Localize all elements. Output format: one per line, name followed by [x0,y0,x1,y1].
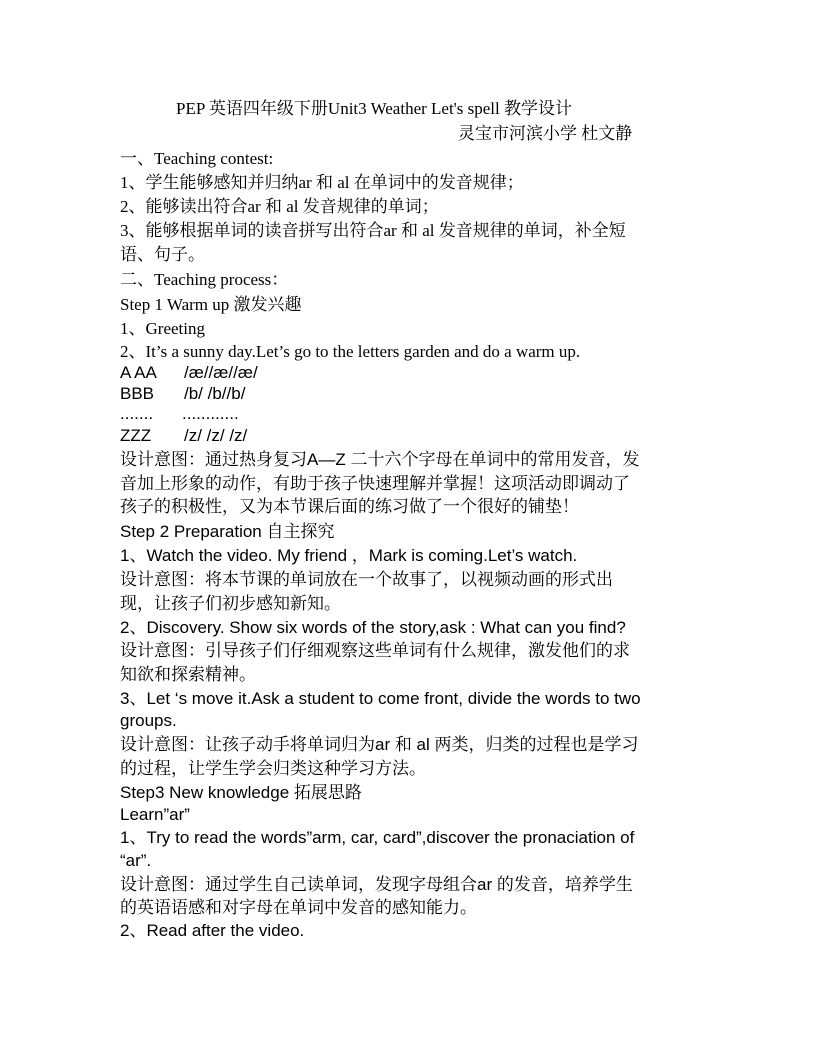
author-line: 灵宝市河滨小学 杜文静 [458,124,633,143]
step-line: Learn”ar” [120,805,190,824]
goal-item: 语、句子。 [120,245,205,264]
document-title: PEP 英语四年级下册Unit3 Weather Let's spell 教学设计 [176,99,572,118]
step-title: Step3 New knowledge 拓展思路 [120,783,362,802]
step-title: Step 2 Preparation 自主探究 [120,522,335,541]
step-line: 设计意图：将本节课的单词放在一个故事了，以视频动画的形式出 [120,570,613,589]
goal-item: 3、能够根据单词的读音拼写出符合ar 和 al 发音规律的单词，补全短 [120,221,626,240]
step-item: 2、It’s a sunny day.Let’s go to the letters garden and do a warm up. [120,342,581,361]
chant-sounds: ............ [182,404,239,423]
chant-sounds: /b/ /b//b/ [184,384,246,403]
design-intent: 设计意图：通过热身复习A—Z 二十六个字母在单词中的常用发音，发 [120,450,640,469]
step-line: 的过程，让学生学会归类这种学习方法。 [120,759,426,778]
chant-letters: ZZZ [120,426,152,445]
section-heading: 二、Teaching process： [120,270,289,289]
chant-letters: BBB [120,384,155,403]
step-line: 1、Watch the video. My friend ，Mark is coming.Let’s watch. [120,546,578,565]
step-line: 2、Discovery. Show six words of the story,ask : What can you find? [120,618,626,637]
step-line: “ar”. [120,851,152,870]
step-line: groups. [120,711,177,730]
chant-letters: ....... [120,404,154,423]
step-line: 现，让孩子们初步感知新知。 [120,594,341,613]
chant-sounds: /æ//æ//æ/ [184,363,258,382]
step-line: 2、Read after the video. [120,921,305,940]
chant-letters: A AA [120,363,157,382]
goal-item: 1、学生能够感知并归纳ar 和 al 在单词中的发音规律； [120,173,524,192]
step-item: 1、Greeting [120,319,205,338]
section-heading: 一、Teaching contest: [120,149,274,168]
step-line: 3、Let ‘s move it.Ask a student to come front, divide the words to two [120,689,641,708]
step-line: 的英语语感和对字母在单词中发音的感知能力。 [120,898,477,917]
step-line: 设计意图：让孩子动手将单词归为ar 和 al 两类，归类的过程也是学习 [120,735,639,754]
chant-sounds: /z/ /z/ /z/ [184,426,248,445]
step-line: 设计意图：引导孩子们仔细观察这些单词有什么规律，激发他们的求 [120,641,630,660]
step-title: Step 1 Warm up 激发兴趣 [120,295,302,314]
step-line: 知欲和探索精神。 [120,665,256,684]
design-intent: 音加上形象的动作，有助于孩子快速理解并掌握！这项活动即调动了 [120,474,630,493]
step-line: 1、Try to read the words”arm, car, card”,discover the pronaciation of [120,828,635,847]
goal-item: 2、能够读出符合ar 和 al 发音规律的单词； [120,197,439,216]
design-intent: 孩子的积极性，又为本节课后面的练习做了一个很好的铺垫！ [120,497,579,516]
step-line: 设计意图：通过学生自己读单词，发现字母组合ar 的发音，培养学生 [120,875,633,894]
